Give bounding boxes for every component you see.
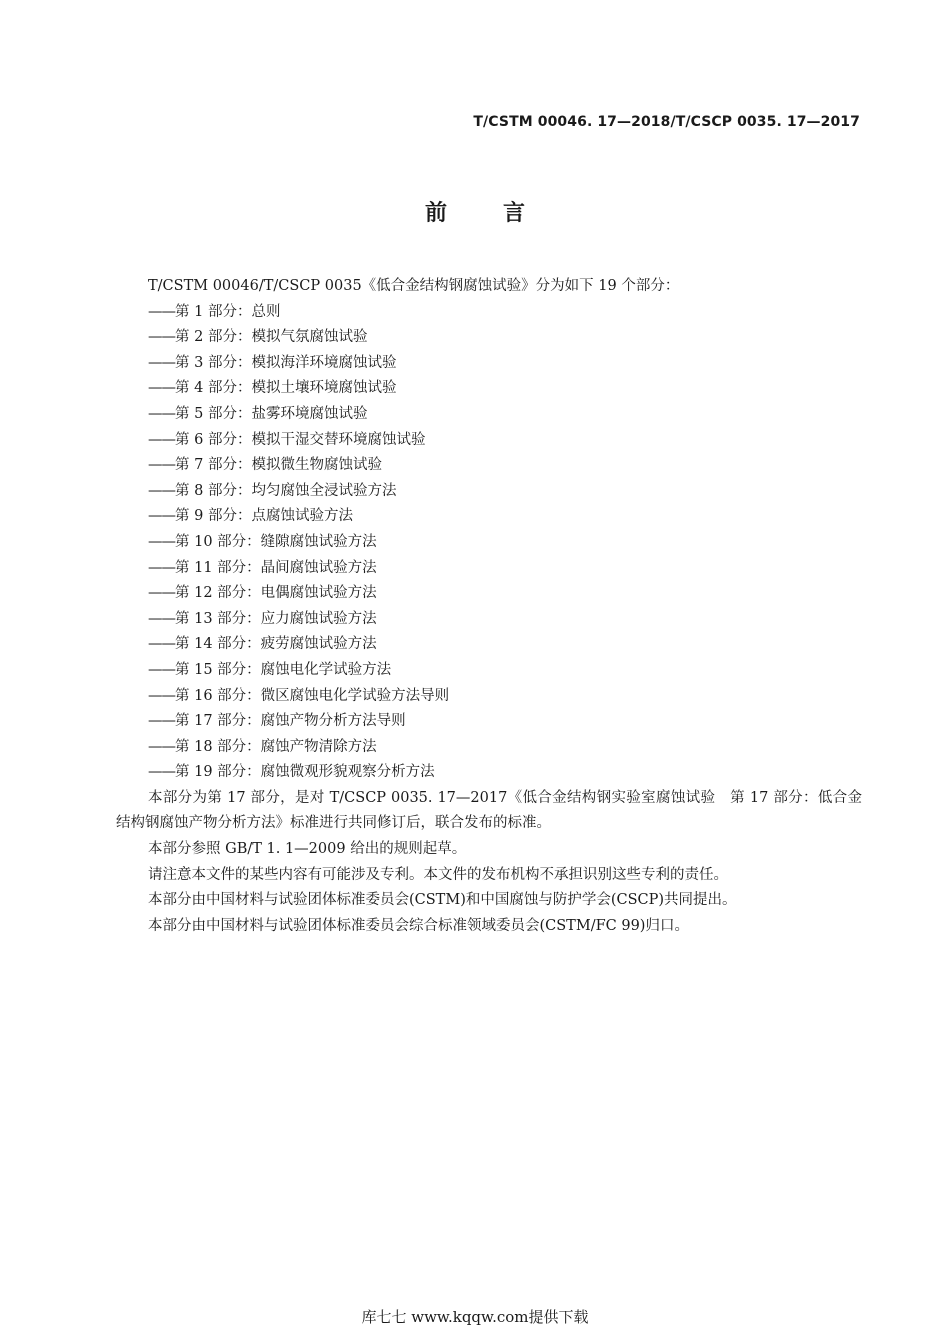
document-body [116,274,862,939]
drafting-rules-paragraph: 本部分参照 GB/T 1. 1—2009 给出的规则起草。 [148,841,467,858]
part-label: 第 2 部分：模拟气氛腐蚀试验 [175,329,368,346]
list-item [116,632,862,658]
part-label: 第 13 部分：应力腐蚀试验方法 [175,610,377,627]
list-item [116,300,862,326]
parts-list [116,300,862,786]
page-title: 前言 [424,201,581,226]
scope-paragraph: 本部分为第 17 部分，是对 T/CSCP 0035. 17—2017《低合金结构钢实验室腐蚀试验 第 17 部分：低合金结构钢腐蚀产物分析方法》标准进行共同修订后，联合发布的标准。 [116,789,862,832]
part-label: 第 16 部分：微区腐蚀电化学试验方法导则 [175,687,450,704]
part-label: 第 14 部分：疲劳腐蚀试验方法 [175,636,377,653]
list-dash: —— [148,405,175,422]
part-label: 第 3 部分：模拟海洋环境腐蚀试验 [175,354,397,371]
part-label: 第 4 部分：模拟土壤环境腐蚀试验 [175,380,397,397]
list-dash: —— [148,431,175,448]
list-item [116,504,862,530]
part-label: 第 5 部分：盐雾环境腐蚀试验 [175,405,368,422]
list-dash: —— [148,354,175,371]
part-label: 第 12 部分：电偶腐蚀试验方法 [175,585,377,602]
list-item [116,684,862,710]
part-label: 第 18 部分：腐蚀产物清除方法 [175,738,377,755]
list-item [116,658,862,684]
list-item [116,760,862,786]
list-dash: —— [148,687,175,704]
list-item [116,453,862,479]
standard-code-header: T/CSTM 00046. 17—2018/T/CSCP 0035. 17—2017 [473,114,860,130]
list-dash: —— [148,329,175,346]
list-item [116,581,862,607]
list-item [116,428,862,454]
list-dash: —— [148,559,175,576]
part-label: 第 1 部分：总则 [175,303,281,320]
centralized-by-paragraph: 本部分由中国材料与试验团体标准委员会综合标准领域委员会(CSTM/FC 99)归口。 [148,917,689,934]
part-label: 第 7 部分：模拟微生物腐蚀试验 [175,457,382,474]
list-dash: —— [148,457,175,474]
list-dash: —— [148,610,175,627]
list-item [116,376,862,402]
intro-paragraph: T/CSTM 00046/T/CSCP 0035《低合金结构钢腐蚀试验》分为如下 19 个部分： [148,278,680,294]
list-dash: —— [148,508,175,525]
footer-watermark: 库七七 www.kqqw.com提供下载 [361,1308,589,1326]
list-dash: —— [148,585,175,602]
part-label: 第 15 部分：腐蚀电化学试验方法 [175,661,392,678]
list-dash: —— [148,764,175,781]
list-dash: —— [148,713,175,730]
part-label: 第 8 部分：均匀腐蚀全浸试验方法 [175,482,397,499]
list-item [116,709,862,735]
proposer-paragraph: 本部分由中国材料与试验团体标准委员会(CSTM)和中国腐蚀与防护学会(CSCP)共同提出。 [148,892,737,909]
part-label: 第 19 部分：腐蚀微观形貌观察分析方法 [175,764,435,781]
part-label: 第 6 部分：模拟干湿交替环境腐蚀试验 [175,431,426,448]
list-item [116,607,862,633]
list-item [116,402,862,428]
list-item [116,325,862,351]
list-dash: —— [148,636,175,653]
list-item [116,735,862,761]
list-dash: —— [148,738,175,755]
list-item [116,351,862,377]
list-dash: —— [148,661,175,678]
list-dash: —— [148,482,175,499]
part-label: 第 17 部分：腐蚀产物分析方法导则 [175,713,406,730]
list-item [116,530,862,556]
part-label: 第 9 部分：点腐蚀试验方法 [175,508,353,525]
list-item [116,556,862,582]
list-dash: —— [148,303,175,320]
patent-notice-paragraph: 请注意本文件的某些内容有可能涉及专利。本文件的发布机构不承担识别这些专利的责任。 [148,866,728,883]
part-label: 第 10 部分：缝隙腐蚀试验方法 [175,533,377,550]
list-dash: —— [148,380,175,397]
part-label: 第 11 部分：晶间腐蚀试验方法 [175,559,377,576]
list-item [116,479,862,505]
list-dash: —— [148,533,175,550]
